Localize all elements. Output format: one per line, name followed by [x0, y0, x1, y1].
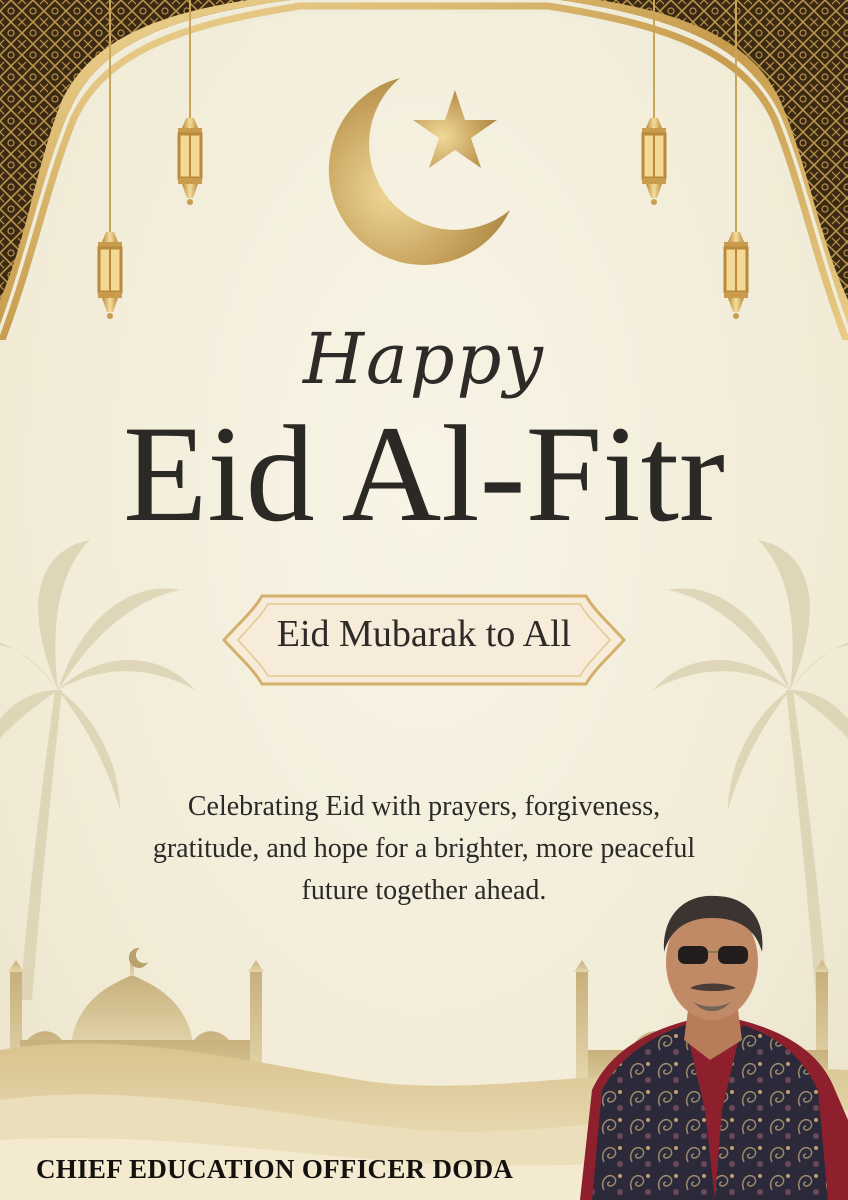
banner-text: Eid Mubarak to All — [276, 613, 572, 655]
message-line: future together ahead. — [301, 875, 547, 906]
footer-signature: CHIEF EDUCATION OFFICER DODA — [36, 1154, 514, 1184]
palm-tree-icon — [0, 540, 195, 1000]
page-title: Eid Al-Fitr — [123, 397, 725, 550]
crescent-star-emblem — [320, 70, 520, 270]
star-icon — [413, 90, 497, 168]
crescent-moon-icon — [329, 78, 510, 265]
lantern-icon — [724, 0, 748, 319]
message-line: gratitude, and hope for a brighter, more peaceful — [152, 833, 696, 864]
person-portrait — [570, 890, 848, 1200]
lantern-icon — [98, 0, 122, 319]
lantern-icon — [642, 0, 666, 205]
crescent-finial-icon — [129, 948, 148, 968]
greeting-script-word: Happy — [303, 318, 545, 400]
message-line: Celebrating Eid with prayers, forgiveness, — [187, 791, 661, 822]
lantern-icon — [178, 0, 202, 205]
